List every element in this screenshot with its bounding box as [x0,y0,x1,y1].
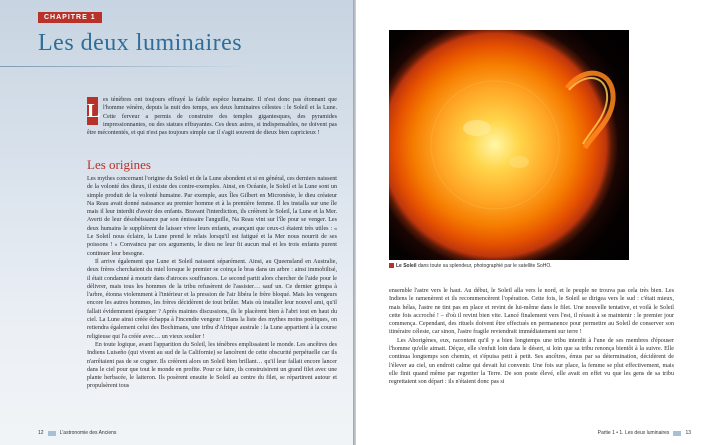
right-page [356,0,711,445]
caption-marker [389,263,394,268]
intro-text: es ténèbres ont toujours effrayé la faible espèce humaine. Il n'est donc pas étonnant que l'homme vénère, depuis la nuit des temps, ses deux luminaires célestes : le Soleil et la Lune. Cette ferveur a permis de construire des temples gigantesques, des pyramides impressionnantes, ou des statues effrayantes. Ces deux astres, si indispensables, ne doivent pas être mécontentés, et qui n'est pas toujours simple car il s'agit souvent de dieux bien capricieux ! [87,97,337,137]
folio-marker [48,431,56,436]
body-paragraph: ensemble l'astre vers le haut. Au début, le Soleil alla vers le nord, et le peuple ne trouva pas cela très bien. Les Indiens le ramenèrent et ils recommencèrent l'opération. Cette fois, le Soleil se dirigea vers le sud : c'était mieux, mais hélas, l'astre ne tint pas en place et revint de lui-même dans le filet. Une nouvelle tentative, et voilà le Soleil cette fois accroché ! – d'où il revint bien vite. Lancé finalement vers l'est, il réussit à se maintenir : le premier jour commença. Cependant, des rituels doivent être effectués en permanence pour permettre au Soleil de conserver son itinéraire céleste, car sinon, l'astre fragile reviendrait immédiatement sur terre ! [389,288,674,336]
folio-left [38,430,116,436]
chapter-title: Les deux luminaires [38,30,243,56]
running-head: Partie 1 • 1. Les deux luminaires [597,430,670,436]
caption-bold: Le Soleil [396,263,417,269]
solar-prominence [389,30,629,260]
body-paragraph: Il arrive également que Lune et Soleil naissent séparément. Ainsi, au Queensland en Australie, deux frères cherchaient du miel lorsque le premier se coinça le bras dans un arbre : ainsi immobilisé, il était condamné à mourir dans d'atroces souffrances. Le second partit alors chercher de l'aide pour le délivrer, mais tous les hommes de la tribu refusèrent de l'assister… sauf un. Ce dernier grimpa à l'arbre, étonna violemment à l'intérieur et la pression de l'air libéra le frère bloqué. Mais les vengeurs encore les autres hommes, les frères décidèrent de tout brûler. Mais où installer leur nouvel ami, qu'il fallait évidemment épargner ? Après maintes discussions, ils le placèrent bien à l'abri tout en haut du ciel. La Lune ainsi créée échappa à l'incendie vengeur ! Dans la liste des mythes moins poétiques, on retiendra également celui des Bochimans, une tribu d'Afrique australe : la Lune appartient à la course religieuse qui l'a créée avec… un vieux soulier ! [87,258,337,340]
right-body [389,287,674,387]
left-page [0,0,354,445]
running-head: L'astronomie des Anciens [59,430,117,436]
section-body [87,175,337,391]
page-number: 13 [685,430,691,436]
chapter-tag: CHAPITRE 1 [38,12,102,23]
body-paragraph: Les mythes concernant l'origine du Soleil et de la Lune abondent et si en général, ces derniers naissent de la volonté des dieux, il existe des contre-exemples. Ainsi, en Océanie, le Soleil et la Lune sont un simple produit de la volonté humaine. Par exemple, aux Îles Gilbert en Micronésie, le dieu créateur Na Reau avait donné naissance au premier homme et à la première femme. Il les installa sur une île mais il leur interdit d'avoir des enfants. Bravant l'interdiction, ils créèrent le Soleil, la Lune et la Mer. Averti de leur désobéissance par son émissaire l'anguille, Na Reau vint sur l'île pour se venger. Les deux humains le supplièrent de laisser vivre leurs enfants, avançant que ceux-ci étaient très utiles : « Le Soleil nous éclaire, la Lune prend le relais lorsqu'il est fatigué et la Mer nous nourrit de ses poissons ! » Convaincu par ces arguments, le dieu ne leur fit aucun mal et les trois enfants purent continuer leur besogne. [87,176,337,257]
folio-marker [673,431,681,436]
sun-photo [389,30,629,260]
title-rule [0,66,250,67]
caption-text: dans toute sa splendeur, photographié par le satellite SoHO. [416,263,552,269]
body-paragraph: Les Aborigènes, eux, racontent qu'il y a bien longtemps une tribu interdit à l'une de ses membres d'épouser l'homme qu'elle aimait. Déçue, elle s'enfuit loin dans le désert, si loin que sa tribu renonça bientôt à la suivre. Elle continua longtemps son chemin, et s'épuisa petit à petit. Ses ancêtres, émus par sa détermination, décidèrent de l'élever au ciel, un endroit calme qui devait lui convenir. Une fois sur place, la femme se plut effectivement, mais elle finit quand même par regretter la Terre. De son poste élevé, elle avait en effet vu que les gens de sa tribu regrettaient son départ : ils n'étaient donc pas si [389,337,674,386]
photo-caption [389,263,649,269]
body-paragraph: En toute logique, avant l'apparition du Soleil, les ténèbres emplissaient le monde. Les ancêtres des Indiens Luiseño (qui vivent au sud de la Californie) se lancèrent de cette obscurité perpétuelle car ils n'arrêtaient pas de se cogner. Ils créèrent alors un Soleil bien brillant… qu'il leur fallait encore lancer dans le ciel pour que tout le monde en profite. Pour ce faire, ils construisirent un grand filet avec une plante herbacée, le laiteron. Ils posèrent ensuite le Soleil au centre du filet, se répartirent autour et propulsèrent tous [87,341,337,390]
folio-right [598,430,691,436]
section-title: Les origines [87,157,151,172]
page-number: 12 [38,430,44,436]
intro-paragraph [87,96,337,137]
dropcap: L [87,97,98,125]
